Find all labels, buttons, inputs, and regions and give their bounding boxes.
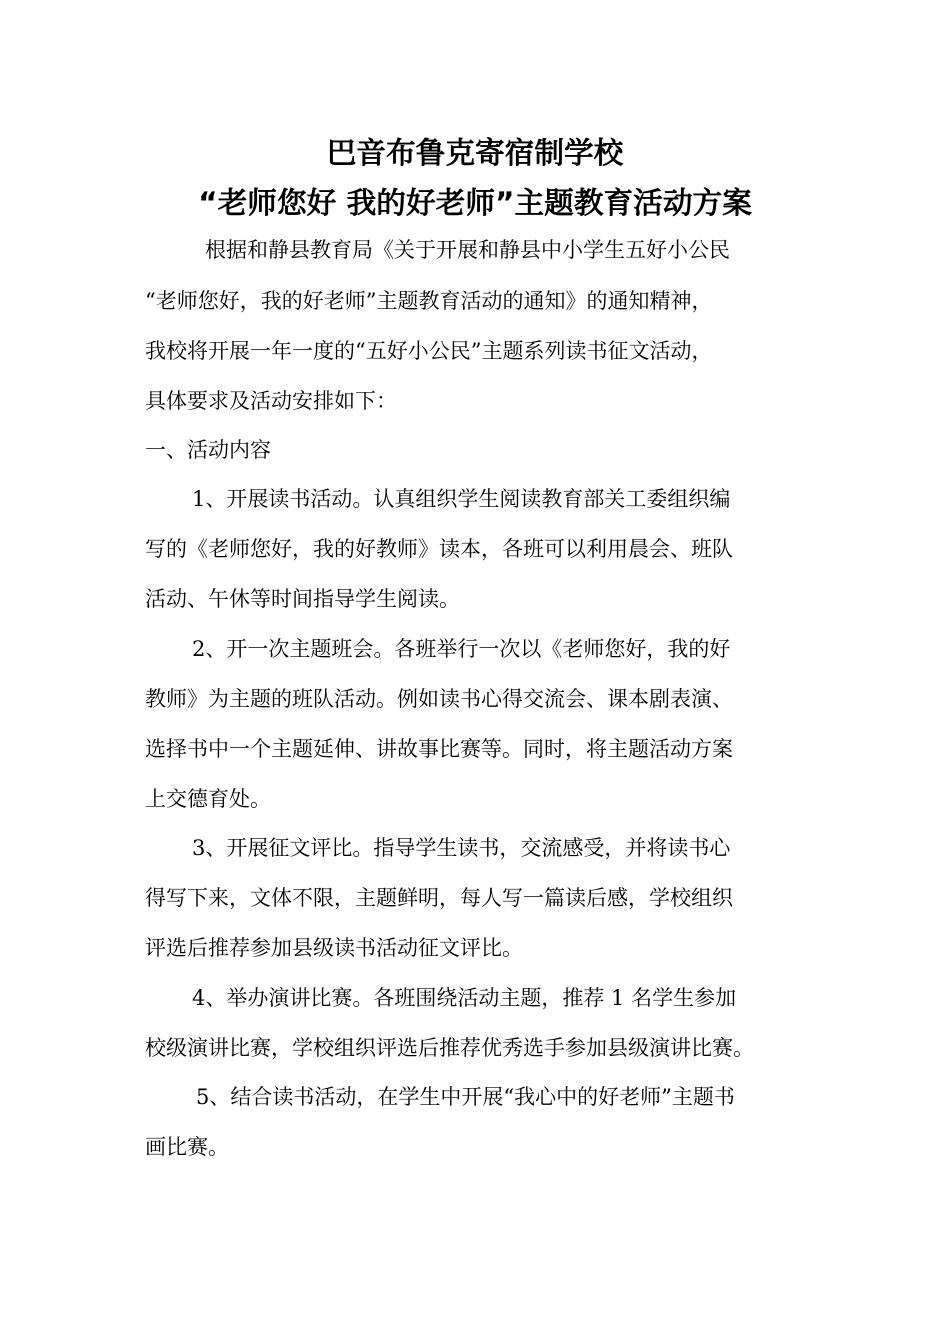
paragraph-line: 得写下来，文体不限，主题鲜明，每人写一篇读后感，学校组织 [145, 886, 733, 910]
paragraph-line: 4、举办演讲比赛。各班围绕活动主题，推荐 1 名学生参加 [192, 986, 737, 1010]
paragraph-line: 2、开一次主题班会。各班举行一次以《老师您好，我的好 [192, 637, 731, 661]
paragraph-line: 具体要求及活动安排如下： [145, 389, 397, 413]
paragraph-line: 我校将开展一年一度的“五好小公民”主题系列读书征文活动， [145, 339, 713, 363]
paragraph-line: 上交德育处。 [145, 787, 271, 811]
paragraph-line: 1、开展读书活动。认真组织学生阅读教育部关工委组织编 [192, 487, 731, 511]
document-title-activity: “老师您好 我的好老师”主题教育活动方案 [198, 185, 752, 220]
paragraph-line: 3、开展征文评比。指导学生读书，交流感受，并将读书心 [192, 836, 731, 860]
paragraph-line: 选择书中一个主题延伸、讲故事比赛等。同时，将主题活动方案 [145, 737, 733, 761]
paragraph-line: 活动、午休等时间指导学生阅读。 [145, 587, 460, 611]
paragraph-line: 5、结合读书活动，在学生中开展“我心中的好老师”主题书 [196, 1085, 735, 1109]
document-title-school: 巴音布鲁克寄宿制学校 [326, 135, 624, 170]
paragraph-line: 根据和静县教育局《关于开展和静县中小学生五好小公民 [205, 238, 730, 262]
paragraph-line: “老师您好，我的好老师”主题教育活动的通知》的通知精神， [145, 289, 713, 313]
section-heading: 一、活动内容 [145, 438, 271, 462]
paragraph-line: 评选后推荐参加县级读书活动征文评比。 [145, 936, 523, 960]
paragraph-line: 校级演讲比赛，学校组织评选后推荐优秀选手参加县级演讲比赛。 [145, 1036, 754, 1060]
paragraph-line: 画比赛。 [145, 1135, 229, 1159]
paragraph-line: 写的《老师您好，我的好教师》读本，各班可以利用晨会、班队 [145, 537, 733, 561]
paragraph-line: 教师》为主题的班队活动。例如读书心得交流会、课本剧表演、 [145, 687, 733, 711]
